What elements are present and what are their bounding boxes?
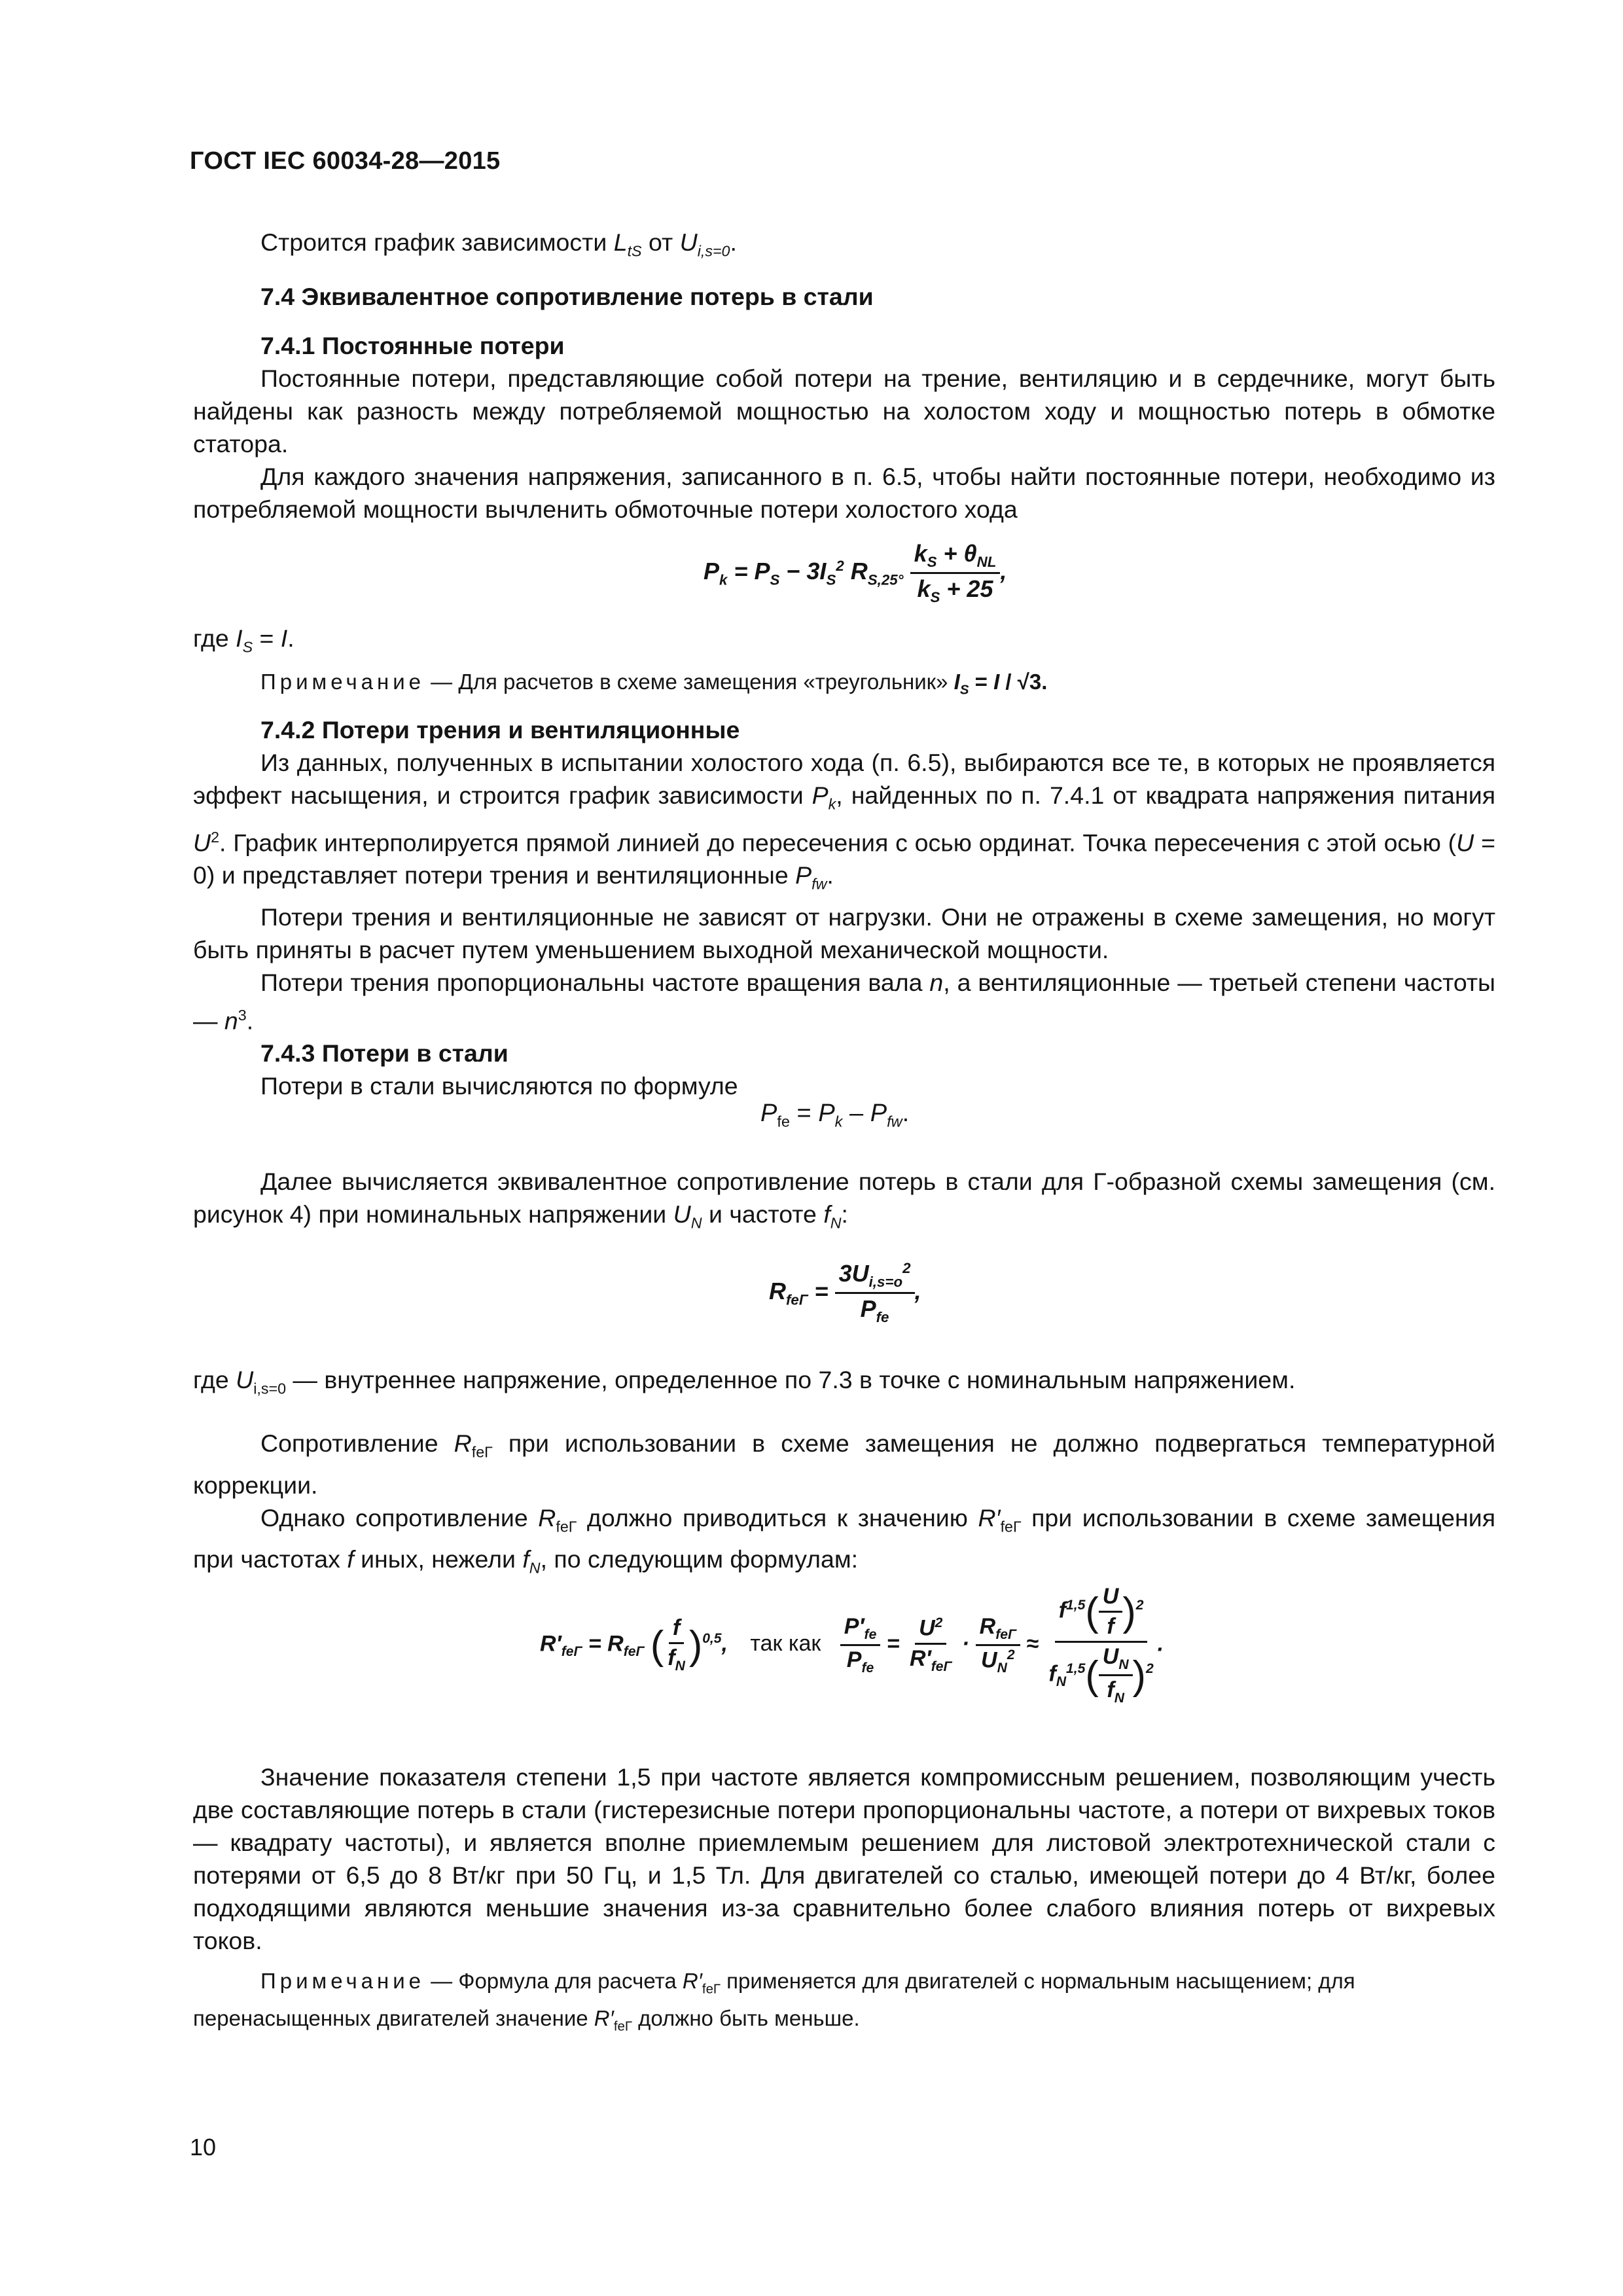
section-7-4-2-title: 7.4.2 Потери трения и вентиляционные [260, 716, 740, 744]
where-is-line: где $I_S = I$. [193, 624, 294, 656]
page-number: 10 [190, 2134, 217, 2161]
paragraph-constant-losses: Постоянные потери, представляющие собой потери на трение, вентиляцию и в сердечнике, могут быть найдены как разность между потребляемой мощностью на холостом ходу и мощностью потерь в обмотке статора. [193, 365, 1495, 457]
paragraph-internal-voltage: где $U_{i,s=0}$ — внутреннее напряжение, определенное по 7.3 в точке с номинальным напряжением. [193, 1366, 1296, 1397]
formula-pfe: $P_{fe} = P_k - P_{fw}$. [760, 1100, 910, 1130]
section-7-4-1-block [193, 329, 1495, 526]
section-7-4-2-block [193, 713, 1495, 1102]
paragraph-friction-speed: Потери трения пропорциональны частоте вращения вала n, а вентиляционные — третьей степени частоты — $n^3$. [193, 968, 1495, 1034]
section-7-4-1-title: 7.4.1 Постоянные потери [260, 332, 565, 359]
paragraph-voltage-values: Для каждого значения напряжения, записанного в п. 6.5, чтобы найти постоянные потери, необходимо из потребляемой мощности вычленить обмоточные потери холостого хода [193, 463, 1495, 523]
paragraph-exponent: Значение показателя степени 1,5 при частоте является компромиссным решением, позволяющим учесть две составляющие потерь в стали (гистерезисные потери пропорциональны частоте, а потери от вихревых токов — квадрату частоты), и является вполне приемлемым решением для листовой электротехнической стали с потерями от 6,5 до 8 Вт/кг при 50 Гц, и 1,5 Тл. Для двигателей со сталью, имеющей потери до 4 Вт/кг, более подходящими являются меньшие значения из-за сравнительно более слабого влияния потерь от вихревых токов. [193, 1763, 1495, 1954]
note-2: Примечание — Формула для расчета $R'_{feГ}$ применяется для двигателей с нормальным насыщением; для перенасыщенных двигателей значение $R'_{feГ}$ должно быть меньше. [193, 1969, 1355, 2034]
formula-rfeg-prime: $R'_{feГ} = R_{feГ}$ ( $\frac{f}{f_N}$ )$^{0,5}$, так как $\frac{P'_{fe}}{P_{fe}}$ = $\frac{U^2}{R'_{feГ}}$ · $\frac{R_{feГ}}{U_N^2}$ ≈ $f^{1,5}$( $\frac{U}{f}$ )$^2$ $f_N^{1,5}$( $\frac{U_N}{f_N}$ )$^2$ . [540, 1584, 1164, 1706]
paragraph-iron-losses: Потери в стали вычисляются по формуле [260, 1072, 738, 1100]
graph-line: Строится график зависимости $L_{tS}$ от $U_{i,s=0}$. [260, 228, 737, 260]
document-header: ГОСТ IEC 60034-28—2015 [190, 147, 501, 175]
section-7-4-title: 7.4 Эквивалентное сопротивление потерь в стали [260, 283, 874, 310]
note-1: Примечание — Для расчетов в схеме замещения «треугольник» $I_S = I / √3$. [260, 670, 1048, 698]
formula-pk: $P_k = P_S - 3I_S^2$ $R_{S,25^\circ}$ $\frac{k_S + \theta_{NL}}{k_S + 25}$ , [704, 540, 1007, 606]
paragraph-temperature: Сопротивление $R_{feГ}$ при использовании в схеме замещения не должно подвергаться температурной коррекции. Однако сопротивление $R_{feГ}$ должно приводиться к значению $R'_{feГ}$ при использовании в схеме замещения при частотах f иных, нежели $f_N$, по следующим формулам: [193, 1429, 1496, 1577]
section-7-4-3-title: 7.4.3 Потери в стали [260, 1039, 508, 1067]
paragraph-equivalent-resistance: Далее вычисляется эквивалентное сопротивление потерь в стали для Г-образной схемы замещения (см. рисунок 4) при номинальных напряжении $U_N$ и частоте $f_N$: [193, 1168, 1495, 1232]
paragraph-friction-graph: Из данных, полученных в испытании холостого хода (п. 6.5), выбираются все те, в которых не проявляется эффект насыщения, и строится график зависимости $P_k$, найденных по п. 7.4.1 от квадрата напряжения питания $U^2$. График интерполируется прямой линией до пересечения с осью ординат. Точка пересечения с этой осью (U = 0) и представляет потери трения и вентиляционные $P_{fw}$. [193, 749, 1495, 893]
paragraph-friction-load: Потери трения и вентиляционные не зависят от нагрузки. Они не отражены в схеме замещения, но могут быть приняты в расчет путем уменьшением выходной механической мощности. [193, 903, 1495, 963]
formula-rfeg: $R_{feГ}$ = $\frac{3U_{i,s=o}^2}{P_{fe}}$ , [769, 1260, 921, 1326]
